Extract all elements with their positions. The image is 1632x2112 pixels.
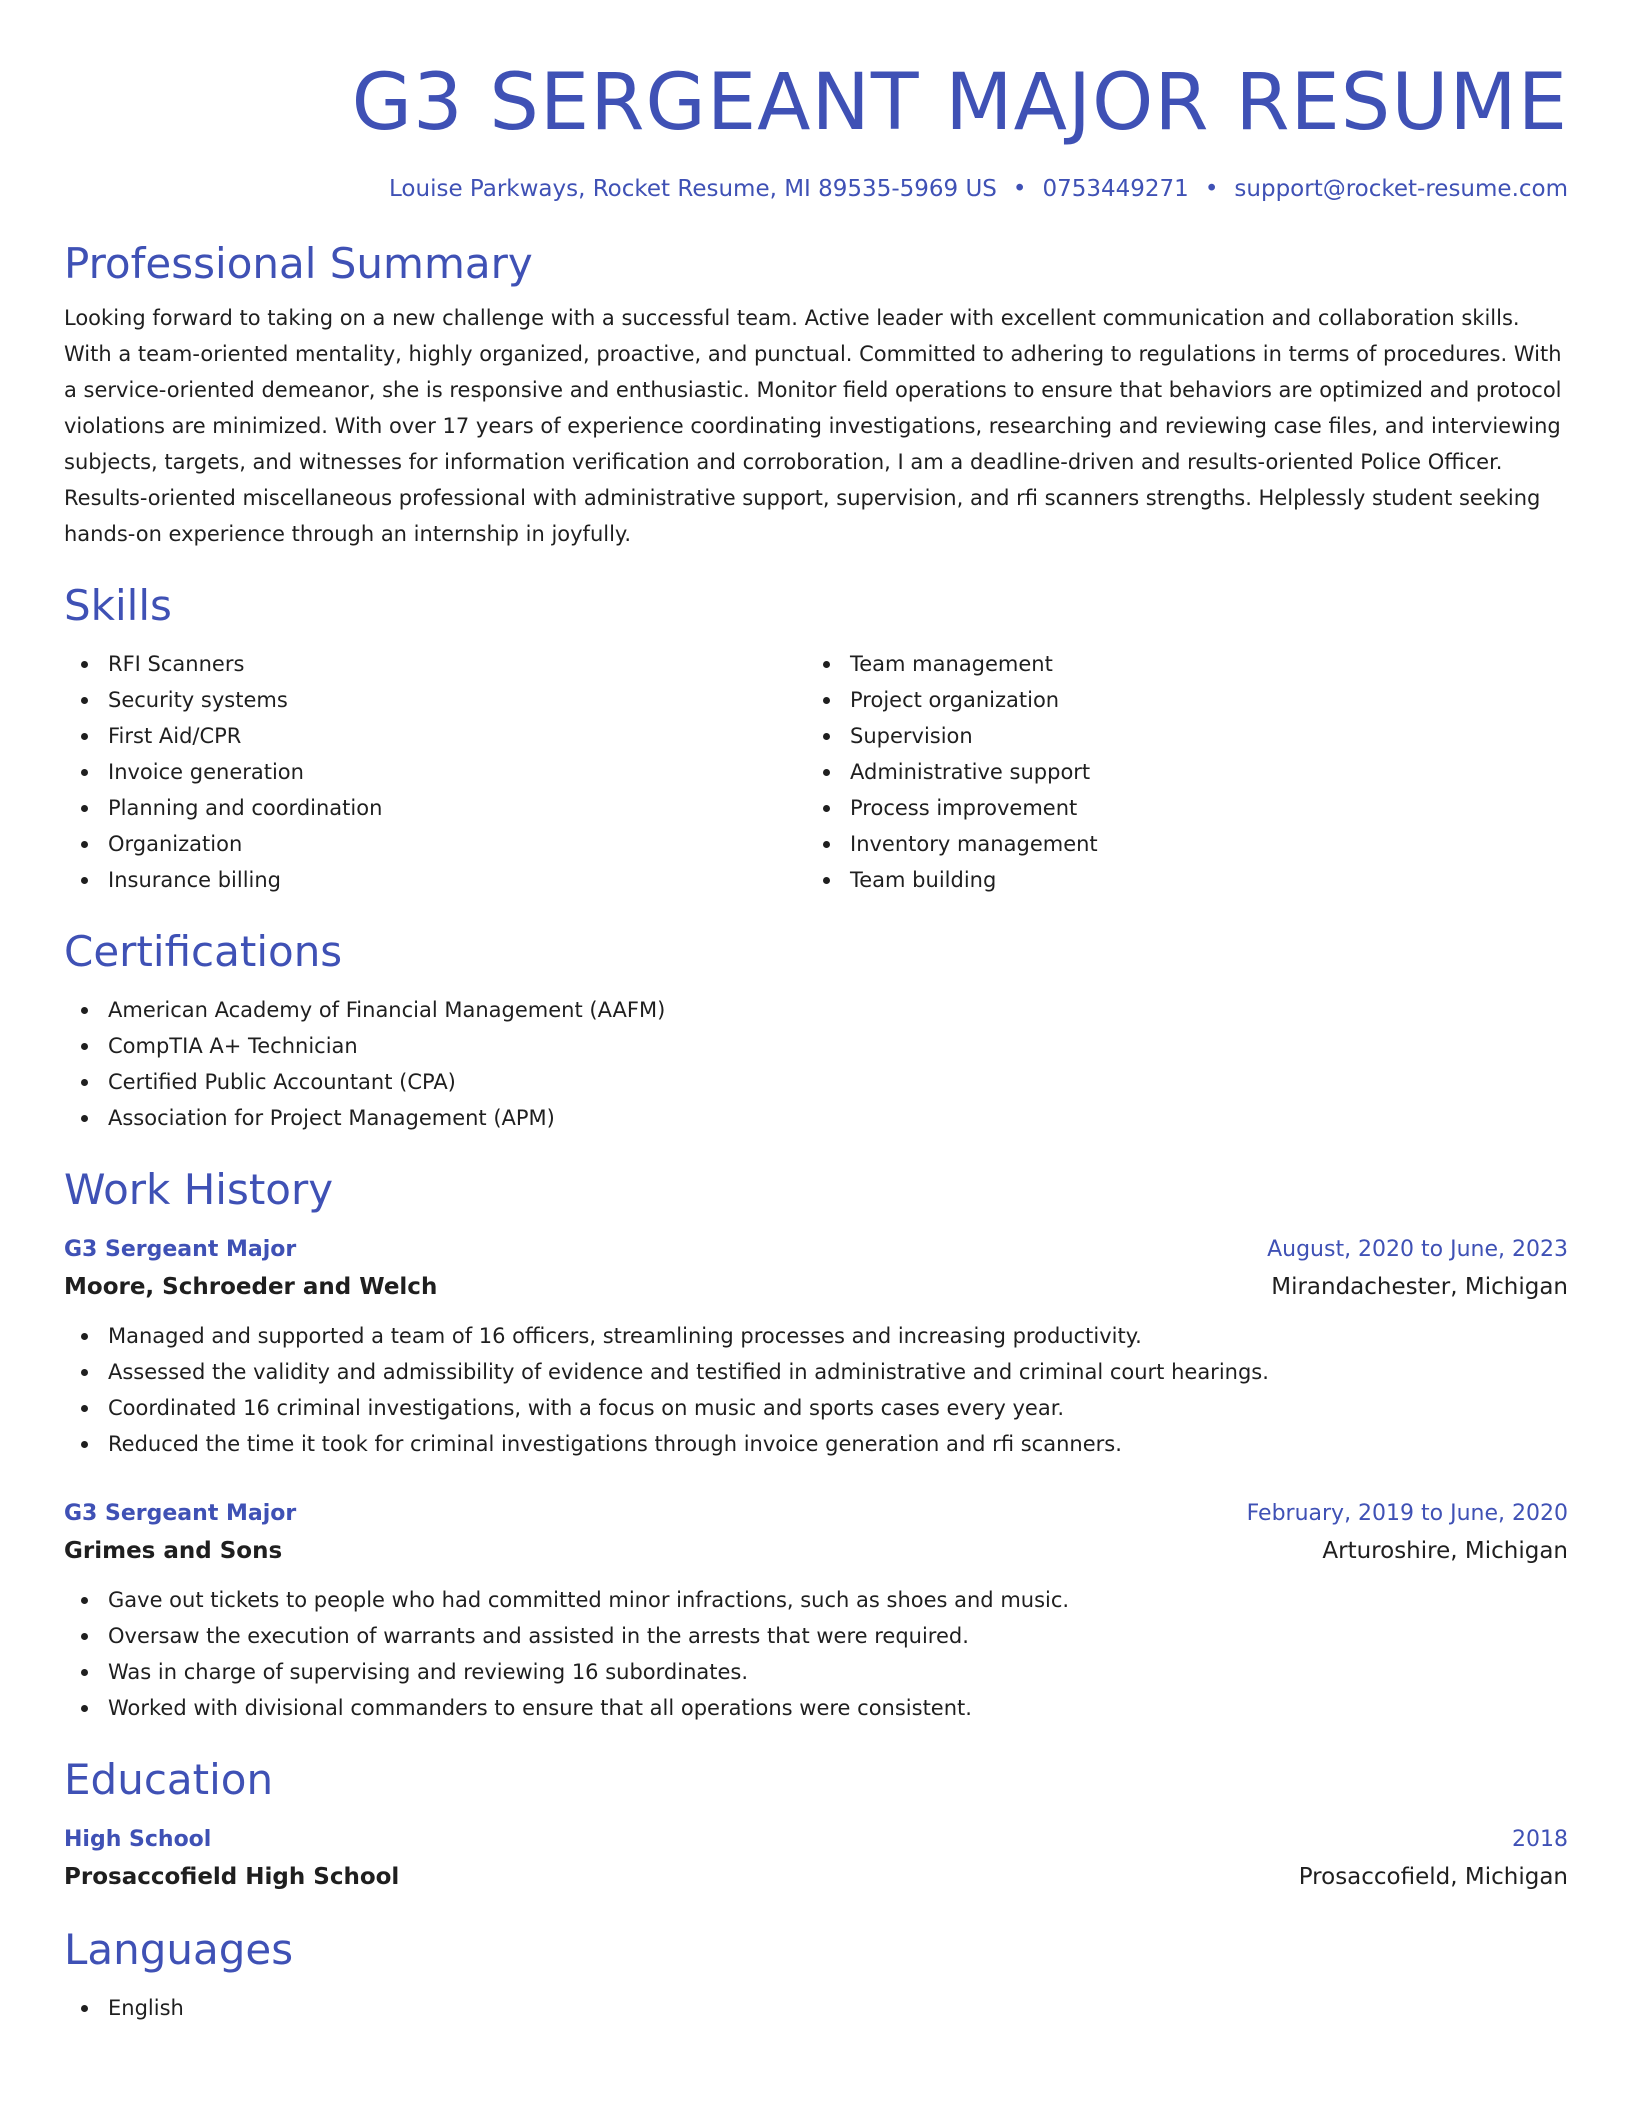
- contact-separator: •: [1012, 176, 1027, 202]
- contact-line: [64, 174, 1568, 204]
- education-header-row: [64, 1822, 1568, 1858]
- certifications-section: [64, 926, 1568, 1136]
- skills-heading: Skills: [64, 581, 172, 630]
- skill-item: Insurance billing: [64, 862, 806, 898]
- certifications-heading: Certifications: [64, 927, 343, 976]
- certification-item: American Academy of Financial Management (AAFM): [64, 992, 1568, 1028]
- job-duty: Assessed the validity and admissibility of evidence and testified in administrative and criminal court hearings.: [64, 1354, 1568, 1390]
- job-header-row: [64, 1496, 1568, 1532]
- job-duty: Coordinated 16 criminal investigations, with a focus on music and sports cases every year.: [64, 1390, 1568, 1426]
- education-heading: Education: [64, 1755, 274, 1804]
- contact-address: Louise Parkways, Rocket Resume, MI 89535-5969 US: [389, 176, 997, 202]
- job-dates: February, 2019 to June, 2020: [1246, 1501, 1568, 1526]
- language-item: English: [64, 1990, 1568, 2026]
- languages-heading: Languages: [64, 1925, 294, 1974]
- job-duty: Worked with divisional commanders to ensure that all operations were consistent.: [64, 1690, 1568, 1726]
- skills-columns: [64, 632, 1568, 898]
- job-entry: [64, 1496, 1568, 1726]
- summary-heading: Professional Summary: [64, 239, 533, 288]
- certification-item: CompTIA A+ Technician: [64, 1028, 1568, 1064]
- education-year: 2018: [1512, 1827, 1568, 1852]
- certification-item: Association for Project Management (APM): [64, 1100, 1568, 1136]
- job-location: Mirandachester, Michigan: [1271, 1274, 1568, 1300]
- skills-list-left: [64, 646, 806, 898]
- job-duty: Oversaw the execution of warrants and assisted in the arrests that were required.: [64, 1618, 1568, 1654]
- resume-page: [64, 0, 1568, 2026]
- job-employer-row: [64, 1268, 1568, 1306]
- job-duty: Reduced the time it took for criminal investigations through invoice generation and rfi scanners.: [64, 1426, 1568, 1462]
- contact-email: support@rocket-resume.com: [1234, 176, 1568, 202]
- education-section: [64, 1754, 1568, 1896]
- job-dates: August, 2020 to June, 2023: [1267, 1237, 1568, 1262]
- summary-section: [64, 238, 1568, 552]
- job-title: G3 Sergeant Major: [64, 1501, 297, 1526]
- summary-text: Looking forward to taking on a new challenge with a successful team. Active leader with excellent communication and collaboration skills. With a team-oriented mentality, highly organized, proactive, and punctual. Committed to adhering to regulations in terms of procedures. With a service-oriented demeanor, she is responsive and enthusiastic. Monitor field operations to ensure that behaviors are optimized and protocol violations are minimized. With over 17 years of experience coordinating investigations, researching and reviewing case files, and interviewing subjects, targets, and witnesses for information verification and corroboration, I am a deadline-driven and results-oriented Police Officer. Results-oriented miscellaneous professional with administrative support, supervision, and rfi scanners strengths. Helplessly student seeking hands-on experience through an internship in joyfully.: [64, 306, 1562, 546]
- job-header-row: [64, 1232, 1568, 1268]
- skill-item: Planning and coordination: [64, 790, 806, 826]
- languages-section: [64, 1924, 1568, 2026]
- skill-item: Project organization: [806, 682, 1548, 718]
- job-duty: Gave out tickets to people who had committed minor infractions, such as shoes and music.: [64, 1582, 1568, 1618]
- skill-item: Team management: [806, 646, 1548, 682]
- certification-item: Certified Public Accountant (CPA): [64, 1064, 1568, 1100]
- job-location: Arturoshire, Michigan: [1322, 1538, 1568, 1564]
- skill-item: Administrative support: [806, 754, 1548, 790]
- work-history-section: [64, 1164, 1568, 1726]
- skill-item: Invoice generation: [64, 754, 806, 790]
- job-duty: Managed and supported a team of 16 officers, streamlining processes and increasing productivity.: [64, 1318, 1568, 1354]
- job-title: G3 Sergeant Major: [64, 1237, 297, 1262]
- skill-item: Organization: [64, 826, 806, 862]
- skills-list-right: [806, 646, 1548, 898]
- contact-separator: •: [1204, 176, 1219, 202]
- languages-list: [64, 1990, 1568, 2026]
- education-location: Prosaccofield, Michigan: [1298, 1864, 1568, 1890]
- skill-item: Process improvement: [806, 790, 1548, 826]
- job-company: Moore, Schroeder and Welch: [64, 1274, 438, 1300]
- skill-item: Team building: [806, 862, 1548, 898]
- work-history-heading: Work History: [64, 1165, 334, 1214]
- skills-section: [64, 580, 1568, 898]
- skill-item: Security systems: [64, 682, 806, 718]
- job-company: Grimes and Sons: [64, 1538, 283, 1564]
- job-employer-row: [64, 1532, 1568, 1570]
- education-school-row: [64, 1858, 1568, 1896]
- contact-phone: 0753449271: [1042, 176, 1189, 202]
- education-entry: [64, 1822, 1568, 1896]
- skill-item: First Aid/CPR: [64, 718, 806, 754]
- education-school: Prosaccofield High School: [64, 1864, 400, 1890]
- certifications-list: [64, 992, 1568, 1136]
- skill-item: Inventory management: [806, 826, 1548, 862]
- job-duty: Was in charge of supervising and reviewing 16 subordinates.: [64, 1654, 1568, 1690]
- skill-item: RFI Scanners: [64, 646, 806, 682]
- job-entry: [64, 1232, 1568, 1462]
- education-degree: High School: [64, 1827, 212, 1852]
- resume-title: G3 SERGEANT MAJOR RESUME: [351, 58, 1568, 148]
- job-duties-list: [64, 1318, 1568, 1462]
- skill-item: Supervision: [806, 718, 1548, 754]
- job-duties-list: [64, 1582, 1568, 1726]
